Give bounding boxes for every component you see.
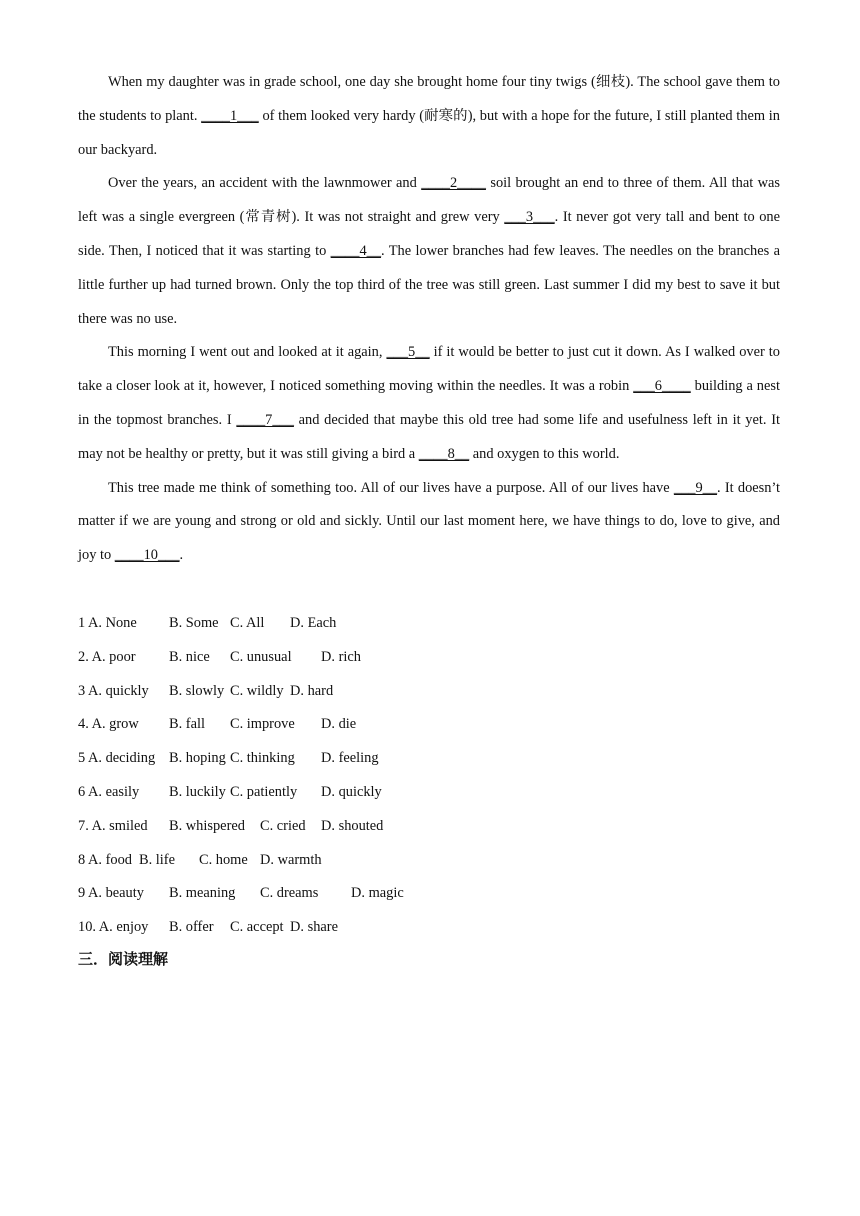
option-row-5	[78, 742, 498, 776]
paragraph-text: building a nest in the topmost branches. I	[78, 378, 780, 428]
option-b: B. luckily	[169, 783, 226, 800]
blank-10: ____10___	[114, 547, 180, 564]
paragraph-text: . It doesn’t matter if we are young and strong or old and sickly. Until our last moment here, we have things to do, love to give, and joy to	[78, 479, 781, 564]
option-a: 5 A. deciding	[78, 750, 156, 767]
option-d: D. warmth	[260, 851, 322, 868]
passage	[78, 66, 780, 573]
option-a: 1 A. None	[78, 615, 137, 631]
paragraph-text: This tree made me think of something too. All of our lives have a purpose. All of our lives have	[108, 479, 674, 496]
option-a: 9 A. beauty	[78, 885, 144, 902]
paragraph-1	[78, 66, 780, 167]
option-a: 6 A. easily	[78, 783, 140, 800]
option-d: D. quickly	[321, 783, 382, 800]
option-b: B. nice	[169, 648, 210, 665]
option-row-6	[78, 776, 498, 810]
option-b: B. fall	[169, 716, 205, 733]
option-a: 2. A. poor	[78, 648, 136, 665]
option-row-4	[78, 708, 498, 742]
option-c: C. thinking	[230, 750, 295, 767]
option-d: D. rich	[321, 648, 361, 665]
option-b: B. whispered	[169, 817, 245, 834]
option-c: C. accept	[230, 919, 284, 936]
option-c: C. home	[199, 851, 248, 868]
section-heading: 三．阅读理解	[78, 950, 169, 968]
paragraph-text: When my daughter was in grade school, one day she brought home four tiny twigs (细枝). The school gave them to the students to plant.	[78, 74, 780, 124]
blank-6: ___6____	[633, 378, 691, 395]
paragraph-text: and oxygen to this world.	[469, 445, 620, 462]
paragraph-text: and decided that maybe this old tree had some life and usefulness left in it yet. It may not be healthy or pretty, but it was still giving a bird a	[78, 411, 781, 462]
option-d: D. feeling	[321, 750, 379, 767]
option-d: D. share	[290, 919, 338, 936]
option-a: 7. A. smiled	[78, 817, 148, 834]
option-d: D. shouted	[321, 817, 384, 834]
blank-2: ____2____	[421, 175, 486, 192]
blank-5: ___5__	[386, 344, 430, 361]
paragraph-text: . The lower branches had few leaves. The needles on the branches a little further up had turned brown. Only the top third of the tree was still green. Last summer I did my best to save it but there was no use.	[78, 242, 780, 327]
paragraph-4	[78, 472, 780, 573]
option-c: C. dreams	[260, 885, 319, 902]
options-list	[78, 607, 498, 945]
blank-9: ___9__	[673, 479, 718, 496]
option-c: C. patiently	[230, 783, 298, 800]
blank-8: ____8__	[418, 445, 470, 462]
paragraph-3	[78, 336, 780, 471]
option-c: C. unusual	[230, 648, 292, 665]
option-a: 3 A. quickly	[78, 682, 149, 699]
option-b: B. meaning	[169, 885, 236, 902]
option-a: 8 A. food	[78, 851, 132, 868]
option-a: 10. A. enjoy	[78, 919, 149, 936]
paragraph-text: of them looked very hardy (耐寒的), but with a hope for the future, I still planted them in our backyard.	[78, 107, 780, 158]
paragraph-text: This morning I went out and looked at it again,	[108, 344, 387, 361]
option-row-2	[78, 641, 498, 675]
option-d: D. hard	[290, 682, 334, 699]
option-row-3	[78, 675, 498, 709]
option-d: D. die	[321, 716, 357, 733]
option-c: C. wildly	[230, 682, 284, 699]
option-c: C. cried	[260, 817, 306, 834]
paragraph-text: if it would be better to just cut it down. As I walked over to take a closer look at it, however, I noticed something moving within the needles. It was a robin	[78, 344, 780, 395]
option-d: D. Each	[290, 615, 337, 631]
blank-1: ____1___	[201, 107, 259, 124]
blank-3: ___3___	[504, 209, 555, 226]
paragraph-text: soil brought an end to three of them. All that was left was a single evergreen (常青树). It was not straight and grew very	[78, 175, 780, 226]
option-row-9	[78, 877, 498, 911]
paragraph-2	[78, 167, 780, 336]
option-c: C. improve	[230, 716, 295, 733]
option-c: C. All	[230, 615, 265, 631]
blank-4: ____4__	[330, 242, 382, 259]
option-d: D. magic	[351, 885, 404, 902]
option-b: B. Some	[169, 615, 219, 631]
paragraph-text: Over the years, an accident with the lawnmower and	[108, 175, 422, 192]
paragraph-text: . It never got very tall and bent to one side. Then, I noticed that it was starting to	[78, 209, 780, 259]
option-row-7	[78, 810, 498, 844]
option-row-1	[78, 607, 498, 641]
paragraph-text: .	[179, 547, 184, 564]
option-a: 4. A. grow	[78, 716, 139, 733]
option-b: B. life	[139, 851, 175, 868]
option-row-8	[78, 844, 498, 878]
option-b: B. hoping	[169, 750, 226, 767]
option-b: B. offer	[169, 919, 214, 936]
option-b: B. slowly	[169, 682, 225, 699]
blank-7: ____7___	[236, 411, 294, 428]
option-row-10	[78, 911, 498, 945]
